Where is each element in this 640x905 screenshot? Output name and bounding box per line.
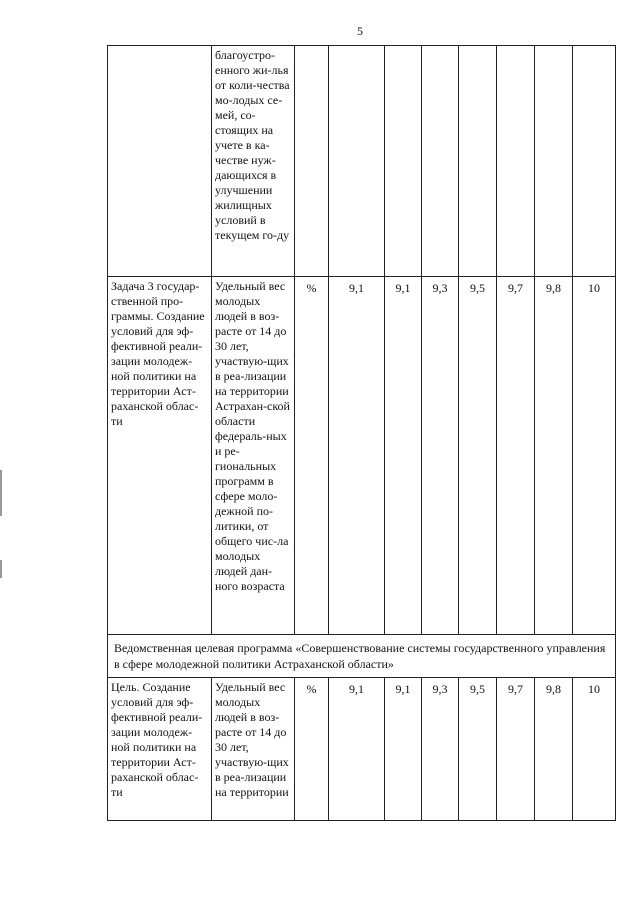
value-cell: 9,1 [329, 678, 385, 821]
value-cell: 9,1 [329, 277, 385, 635]
value-cell: 9,8 [535, 277, 573, 635]
value-cell [385, 46, 422, 277]
unit-cell [295, 46, 329, 277]
scan-margin-mark [0, 470, 2, 516]
indicator-cell: Удельный вес молодых людей в воз-расте от 14 до 30 лет, участвую-щих в реа-лизации на территории [212, 678, 295, 821]
indicator-cell: благоустро-енного жи-лья от коли-чества мо-лодых се-мей, со-стоящих на учете в ка-честве нуж-дающихся в улучшении жилищных условий в текущем го-ду [212, 46, 295, 277]
unit-cell: % [295, 277, 329, 635]
value-cell: 9,5 [459, 277, 497, 635]
table-row [108, 678, 616, 821]
value-cell: 9,7 [497, 277, 535, 635]
value-cell: 9,5 [459, 678, 497, 821]
value-cell: 9,8 [535, 678, 573, 821]
indicators-table [107, 45, 616, 821]
value-cell [497, 46, 535, 277]
value-cell [422, 46, 459, 277]
page-number: 5 [357, 24, 363, 38]
value-cell: 9,1 [385, 277, 422, 635]
value-cell [535, 46, 573, 277]
section-heading: Ведомственная целевая программа «Совершенствование системы государственного управления в сфере молодежной политики Астраханской области» [108, 635, 616, 678]
value-cell: 9,1 [385, 678, 422, 821]
unit-cell: % [295, 678, 329, 821]
value-cell: 9,7 [497, 678, 535, 821]
value-cell [459, 46, 497, 277]
task-cell: Задача 3 государ-ственной про-граммы. Создание условий для эф-фективной реали-зации молодеж-ной политики на территории Аст-раханской облас-ти [108, 277, 212, 635]
value-cell: 10 [573, 678, 616, 821]
table-row [108, 277, 616, 635]
task-cell [108, 46, 212, 277]
table-row [108, 46, 616, 277]
task-cell: Цель. Создание условий для эф-фективной реали-зации молодеж-ной политики на территории Аст-раханской облас-ти [108, 678, 212, 821]
indicator-cell: Удельный вес молодых людей в воз-расте от 14 до 30 лет, участвую-щих в реа-лизации на территории Астрахан-ской области федераль-ных и ре-гиональных программ в сфере моло-дежной по-литики, от общего чис-ла молодых людей дан-ного возраста [212, 277, 295, 635]
value-cell [573, 46, 616, 277]
value-cell: 9,3 [422, 678, 459, 821]
section-heading-row [108, 635, 616, 678]
value-cell: 9,3 [422, 277, 459, 635]
value-cell: 10 [573, 277, 616, 635]
value-cell [329, 46, 385, 277]
scan-margin-mark [0, 560, 2, 578]
